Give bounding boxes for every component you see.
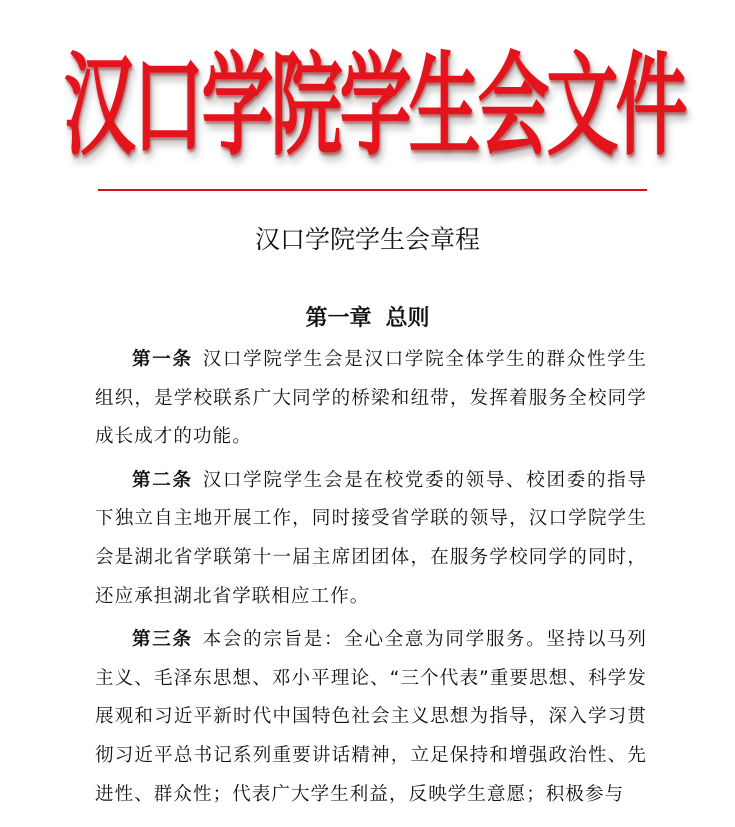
article-text: 汉口学院学生会是汉口学院全体学生的群众性学生组织，是学校联系广大同学的桥梁和纽带，发挥着服务全校同学成长成才的功能。 [95,349,648,448]
article-label: 第三条 [132,629,193,651]
chapter-name: 总则 [385,306,430,331]
article-label: 第一条 [132,349,193,370]
masthead-title: 汉口学院学生会文件 [63,38,685,171]
article-2 [95,462,647,616]
article-1 [95,341,647,457]
article-3 [95,621,647,814]
document-title: 汉口学院学生会章程 [254,225,480,254]
red-divider-line [98,189,647,191]
document-body [95,341,647,819]
article-text: 本会的宗旨是：全心全意为同学服务。坚持以马列主义、毛泽东思想、邓小平理论、“三个代表”重要思想、科学发展观和习近平新时代中国特色社会主义思想为指导，深入学习贯彻习近平总书记系列重要讲话精神，立足保持和增强政治性、先进性、群众性；代表广大学生利益，反映学生意愿；积极参与 [95,629,648,805]
chapter-heading [0,304,735,334]
article-text: 汉口学院学生会是在校党委的领导、校团委的指导下独立自主地开展工作，同时接受省学联的领导，汉口学院学生会是湖北省学联第十一届主席团团体，在服务学校同学的同时，还应承担湖北省学联相应工作。 [95,469,648,607]
chapter-number: 第一章 [305,306,372,331]
article-label: 第二条 [132,469,193,491]
